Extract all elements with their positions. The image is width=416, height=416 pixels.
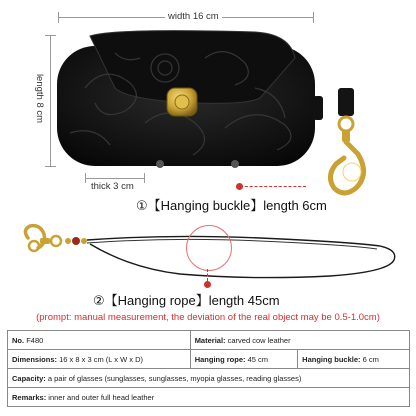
spec-capacity-label: Capacity:	[12, 373, 46, 383]
width-tick-left	[58, 12, 59, 23]
spec-table	[7, 330, 410, 407]
spec-rope-cell	[190, 350, 297, 369]
spec-remarks-label: Remarks:	[12, 392, 47, 402]
rope-label: 【Hanging rope】length 45cm	[104, 293, 280, 308]
table-row	[8, 331, 410, 350]
buckle-label-row	[136, 195, 327, 214]
glasses-case-image	[55, 28, 325, 178]
spec-dimensions-cell	[8, 350, 191, 369]
rope-highlight-circle	[186, 225, 232, 271]
width-tick-right	[313, 12, 314, 23]
spec-material-label: Material:	[194, 335, 226, 345]
table-row	[8, 388, 410, 407]
table-row	[8, 350, 410, 369]
spec-buckle-label: Hanging buckle:	[302, 354, 361, 364]
spec-no-cell	[8, 331, 191, 350]
prompt-note: (prompt: manual measurement, the deviation of the real object may be 0.5-1.0cm)	[36, 312, 380, 323]
thick-dimension-line	[85, 178, 145, 179]
spec-buckle-cell	[298, 350, 410, 369]
spec-no-label: No.	[12, 335, 25, 345]
spec-capacity-cell	[8, 369, 410, 388]
thick-label: thick 3 cm	[88, 181, 137, 192]
spec-remarks-cell	[8, 388, 410, 407]
spec-rope-label: Hanging rope:	[194, 354, 246, 364]
spec-dimensions-label: Dimensions:	[12, 354, 58, 364]
rope-label-row	[93, 290, 280, 309]
spec-material-cell	[190, 331, 409, 350]
spec-material-value: carved cow leather	[227, 335, 291, 345]
buckle-number-marker: ①	[136, 198, 148, 213]
spec-dimensions-value: 16 x 8 x 3 cm (L x W x D)	[59, 354, 144, 364]
rope-marker-dot	[204, 281, 211, 288]
spec-remarks-value: inner and outer full head leather	[48, 392, 155, 402]
buckle-marker-dot	[236, 183, 243, 190]
spec-rope-value: 45 cm	[247, 354, 269, 364]
rope-number-marker: ②	[93, 293, 105, 308]
rope-marker-line	[207, 269, 208, 281]
buckle-marker-line	[240, 186, 306, 187]
buckle-label: 【Hanging buckle】length 6cm	[147, 198, 327, 213]
length-label: length 8 cm	[34, 71, 45, 126]
width-label: width 16 cm	[165, 11, 222, 22]
hanging-buckle-image	[318, 88, 378, 200]
table-row	[8, 369, 410, 388]
spec-buckle-value: 6 cm	[362, 354, 379, 364]
spec-capacity-value: a pair of glasses (sunglasses, sunglasses, myopia glasses, reading glasses)	[47, 373, 302, 383]
spec-no-value: F480	[26, 335, 44, 345]
length-dimension-line	[50, 35, 51, 167]
